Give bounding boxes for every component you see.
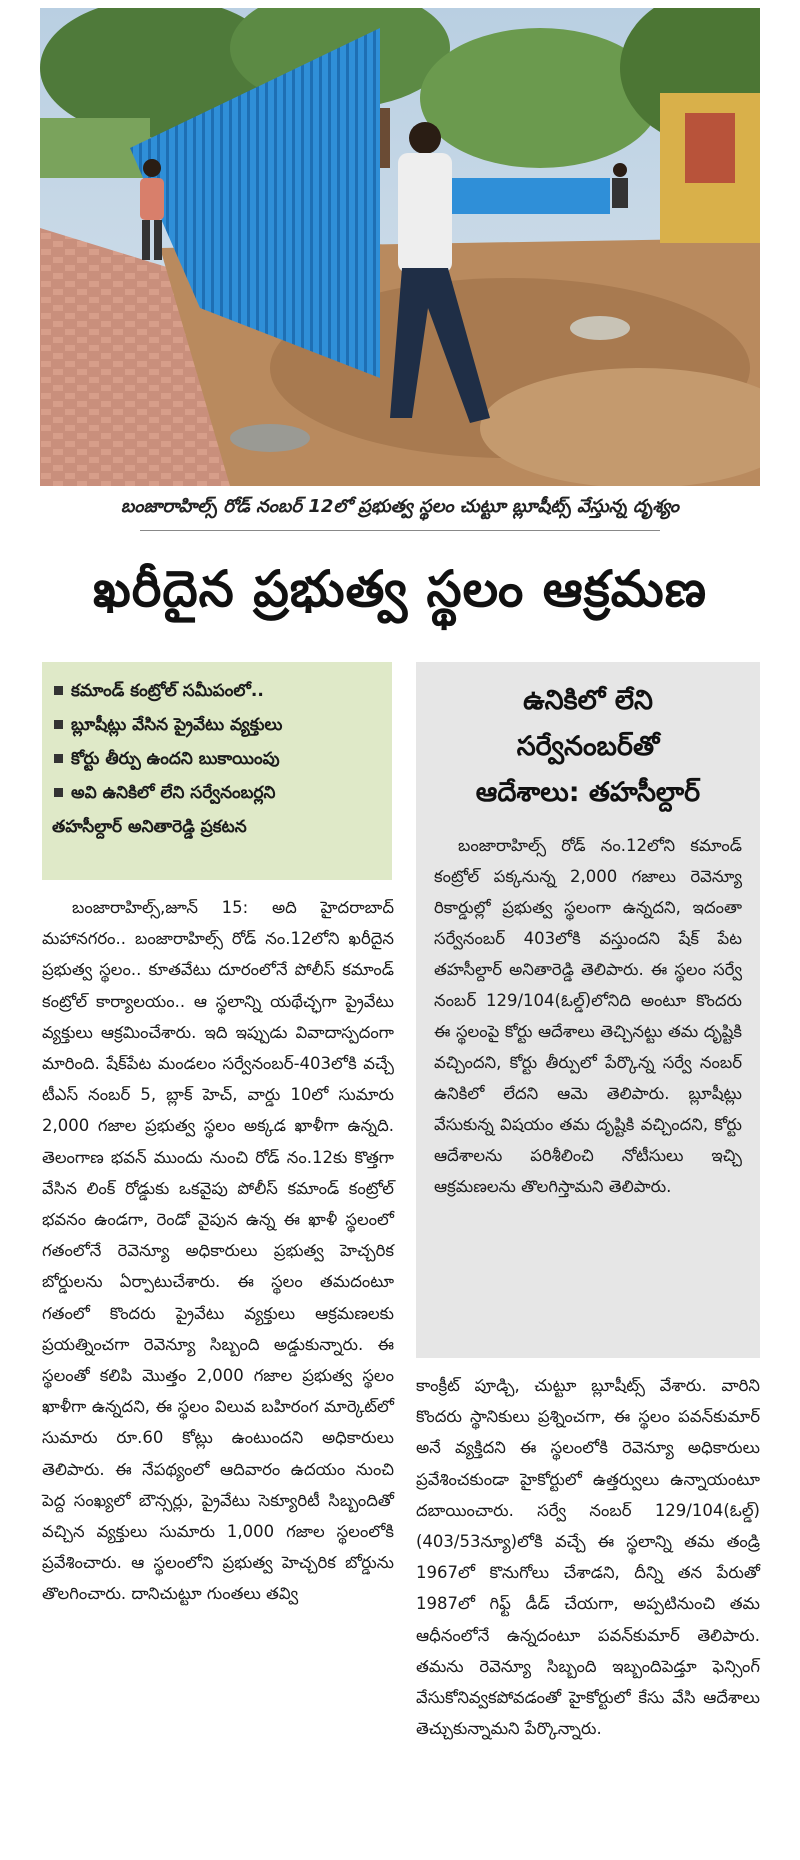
sidebar-title-line: ఆదేశాలు: తహసీల్దార్ (475, 777, 701, 808)
caption-divider (140, 530, 660, 531)
bullet-icon (54, 788, 63, 797)
highlight-item (52, 674, 382, 708)
sidebar-title-line: సర్వేనంబర్‌తో (516, 731, 660, 762)
photo-caption: బంజారాహిల్స్ రోడ్ నంబర్ 12లో ప్రభుత్వ స్థలం చుట్టూ బ్లూషీట్స్ వేస్తున్న దృశ్యం (120, 496, 680, 517)
highlight-text: బ్లూషీట్లు వేసిన ప్రైవేటు వ్యక్తులు (71, 715, 283, 735)
highlight-text: కోర్టు తీర్పు ఉందని బుకాయింపు (71, 749, 280, 769)
sidebar-title-line: ఉనికిలో లేని (523, 685, 653, 716)
news-photo (40, 8, 760, 486)
article-column-right: కాంక్రీట్ పూడ్చి, చుట్టూ బ్లూషీట్స్ వేశారు. వారిని కొందరు స్థానికులు ప్రశ్నించగా, ఈ స్థలం పవన్‌కుమార్ అనే వ్యక్తిదని ఈ స్థలంలోకి రెవెన్యూ అధికారులు ప్రవేశించకుండా హైకోర్టులో ఉత్తర్వులు ఉన్నాయంటూ దబాయించారు. సర్వే నంబర్ 129/104(ఓల్డ్)(403/53న్యూ)లోకి వచ్చే ఈ స్థలాన్ని తమ తండ్రి 1967లో కొనుగోలు చేశాడని, దీన్ని తన పేరుతో 1987లో గిఫ్ట్ డీడ్ చేయగా, అప్పటినుంచి తమ ఆధీనంలోనే ఉన్నదంటూ పవన్‌కుమార్ తెలిపారు. తమను రెవెన్యూ సిబ్బంది ఇబ్బందిపెడ్తూ ఫెన్సింగ్ వేసుకోనివ్వకపోవడంతో హైకోర్టులో కేసు వేసి ఆదేశాలు తెచ్చుకున్నామని పేర్కొన్నారు. (416, 1376, 760, 1739)
highlight-item (52, 776, 382, 810)
sidebar-title (434, 678, 742, 816)
article-column-left: బంజారాహిల్స్,జూన్ 15: అది హైదరాబాద్ మహానగరం.. బంజారాహిల్స్ రోడ్ నం.12లోని ఖరీదైన ప్రభుత్వ స్థలం.. కూతవేటు దూరంలోనే పోలీస్ కమాండ్ కంట్రోల్ కార్యాలయం.. ఆ స్థలాన్ని యథేచ్ఛగా ప్రైవేటు వ్యక్తులు ఆక్రమించేశారు. ఇది ఇప్పుడు వివాదాస్పదంగా మారింది. షేక్‌పేట మండలం సర్వేనంబర్-403లోకి వచ్చే టీఎస్ నంబర్ 5, బ్లాక్ హెచ్, వార్డు 10లో సుమారు 2,000 గజాల ప్రభుత్వ స్థలం అక్కడ ఖాళీగా ఉన్నది. తెలంగాణ భవన్ ముందు నుంచి రోడ్ నం.12కు కొత్తగా వేసిన లింక్ రోడ్డుకు ఒకవైపు పోలీస్ కమాండ్ కంట్రోల్ భవనం ఉండగా, రెండో వైపున ఉన్న ఈ ఖాళీ స్థలంలో గతంలోనే రెవెన్యూ అధికారులు ప్రభుత్వ హెచ్చరిక బోర్డులను ఏర్పాటుచేశారు. ఈ స్థలం తమదంటూ గతంలో కొందరు ప్రైవేటు వ్యక్తులు ఆక్రమణలకు ప్రయత్నించగా రెవెన్యూ సిబ్బంది అడ్డుకున్నారు. ఈ స్థలంతో కలిపి మొత్తం 2,000 గజాల ప్రభుత్వ స్థలం ఖాళీగా ఉన్నదని, ఈ స్థలం విలువ బహిరంగ మార్కెట్‌లో సుమారు రూ.60 కోట్లు ఉంటుందని అధికారులు తెలిపారు. ఈ నేపథ్యంలో ఆదివారం ఉదయం నుంచి పెద్ద సంఖ్యలో బౌన్సర్లు, ప్రైవేటు సెక్యూరిటీ సిబ్బందితో వచ్చిన వ్యక్తులు సుమారు 1,000 గజాల స్థలంలోకి ప్రవేశించారు. ఆ స్థలంలోని ప్రభుత్వ హెచ్చరిక బోర్డును తొలగించారు. దానిచుట్టూ గుంతలు తవ్వి (42, 898, 394, 1604)
headline: ఖరీదైన ప్రభుత్వ స్థలం ఆక్రమణ (92, 560, 708, 618)
highlights-box (42, 662, 392, 880)
bullet-icon (54, 686, 63, 695)
sidebar-box (416, 662, 760, 1358)
highlight-item (52, 742, 382, 776)
sidebar-body: బంజారాహిల్స్ రోడ్ నం.12లోని కమాండ్ కంట్రోల్ పక్కనున్న 2,000 గజాలు రెవెన్యూ రికార్డుల్లో ప్రభుత్వ స్థలంగా ఉన్నదని, ఇదంతా సర్వేనంబర్ 403లోకి వస్తుందని షేక్ పేట తహసీల్దార్ అనితారెడ్డి తెలిపారు. ఈ స్థలం సర్వే నంబర్ 129/104(ఓల్డ్)లోనిది అంటూ కొందరు ఈ స్థలంపై కోర్టు ఆదేశాలు తెచ్చినట్టు తమ దృష్టికి వచ్చిందని, కోర్టు తీర్పులో పేర్కొన్న సర్వే నంబర్ ఉనికిలో లేదని ఆమె తెలిపారు. బ్లూషీట్లు వేసుకున్న విషయం తమ దృష్టికి వచ్చిందని, కోర్టు ఆదేశాలను పరిశీలించి నోటీసులు ఇచ్చి ఆక్రమణలను తొలగిస్తామని తెలిపారు. (434, 836, 742, 1196)
construction-scene-icon (40, 8, 760, 486)
highlight-text: కమాండ్ కంట్రోల్ సమీపంలో.. (71, 681, 264, 701)
bullet-icon (54, 720, 63, 729)
highlight-item (52, 708, 382, 742)
highlight-text: అవి ఉనికిలో లేని సర్వేనంబర్లని (71, 783, 276, 803)
bullet-icon (54, 754, 63, 763)
highlight-continuation: తహసీల్దార్ అనితారెడ్డి ప్రకటన (52, 817, 247, 837)
